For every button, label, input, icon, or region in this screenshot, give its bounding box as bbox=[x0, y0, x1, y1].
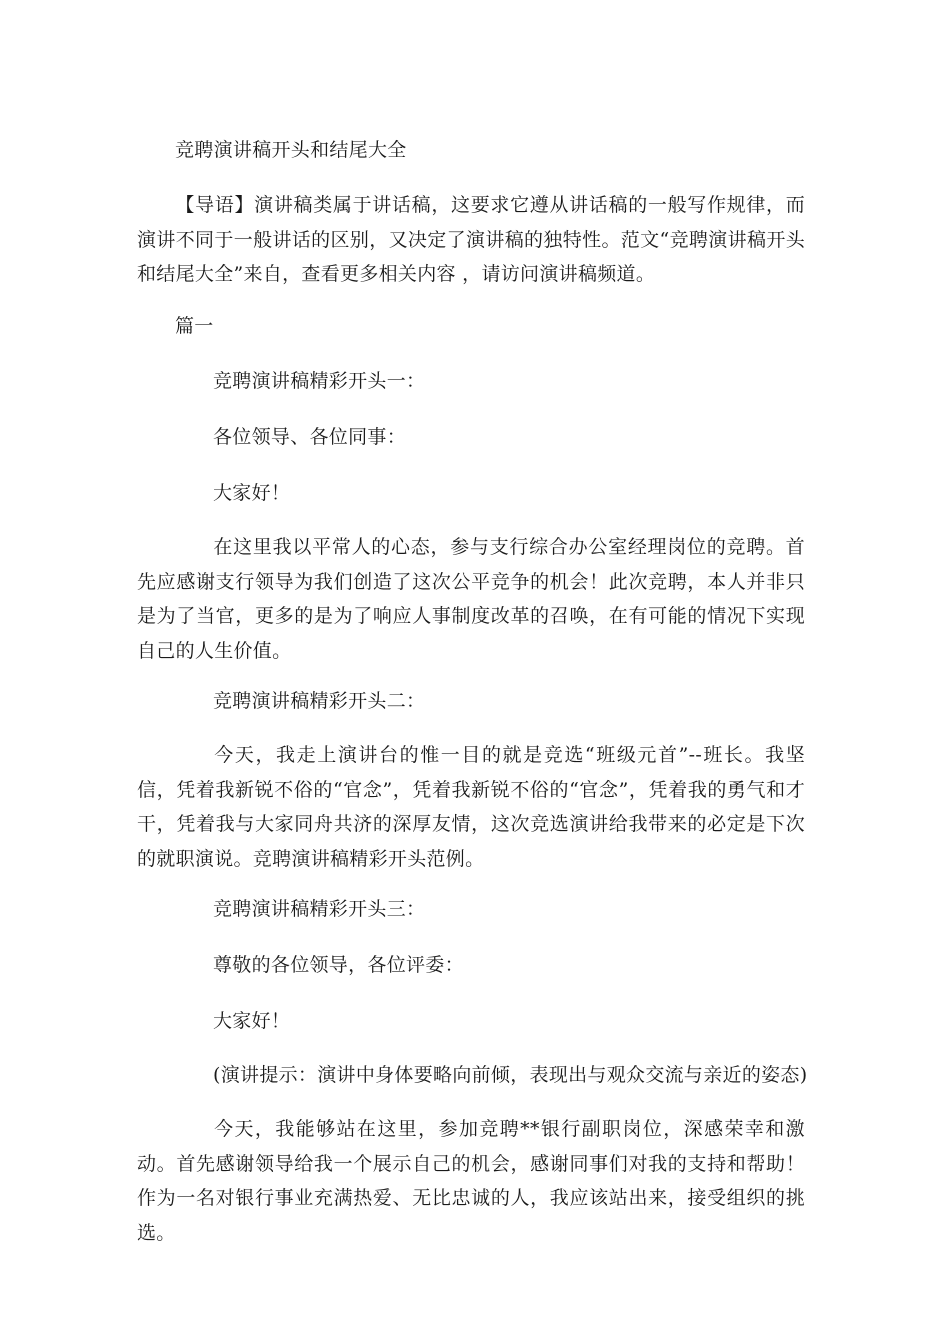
intro-paragraph bbox=[137, 188, 805, 292]
section-label: 篇一 bbox=[175, 315, 214, 337]
opening1-salutation: 各位领导、各位同事： bbox=[213, 426, 407, 448]
opening2-body: 今天，我走上演讲台的惟一目的就是竞选“班级元首”--班长。我坚信，凭着我新锐不俗的“官念”，凭着我新锐不俗的“官念”，凭着我的勇气和才干，凭着我与大家同舟共济的深厚友情，这次竞选演讲给我带来的必定是下次的就职演说。竞聘演讲稿精彩开头范例。 bbox=[137, 744, 805, 870]
document-title: 竞聘演讲稿开头和结尾大全 bbox=[175, 139, 407, 161]
opening3-body: 今天，我能够站在这里，参加竞聘**银行副职岗位，深感荣幸和激动。首先感谢领导给我一个展示自己的机会，感谢同事们对我的支持和帮助！作为一名对银行事业充满热爱、无比忠诚的人，我应该站出来，接受组织的挑选。 bbox=[137, 1118, 805, 1244]
opening3-heading: 竞聘演讲稿精彩开头三： bbox=[213, 898, 426, 920]
opening3-salutation: 尊敬的各位领导，各位评委： bbox=[213, 954, 464, 976]
opening3-paragraph bbox=[137, 1112, 805, 1250]
opening1-heading: 竞聘演讲稿精彩开头一： bbox=[213, 370, 426, 392]
opening3-tip: (演讲提示：演讲中身体要略向前倾，表现出与观众交流与亲近的姿态) bbox=[213, 1064, 808, 1086]
opening2-paragraph bbox=[137, 738, 805, 876]
opening2-heading: 竞聘演讲稿精彩开头二： bbox=[213, 690, 426, 712]
opening1-paragraph bbox=[137, 530, 805, 668]
intro-text: 【导语】演讲稿类属于讲话稿，这要求它遵从讲话稿的一般写作规律，而演讲不同于一般讲话的区别，又决定了演讲稿的独特性。范文“竞聘演讲稿开头和结尾大全”来自，查看更多相关内容 ，请访问演讲稿频道。 bbox=[137, 194, 805, 285]
opening1-body: 在这里我以平常人的心态，参与支行综合办公室经理岗位的竞聘。首先应感谢支行领导为我们创造了这次公平竞争的机会！此次竞聘，本人并非只是为了当官，更多的是为了响应人事制度改革的召唤，在有可能的情况下实现自己的人生价值。 bbox=[137, 536, 805, 662]
opening3-greeting: 大家好！ bbox=[213, 1010, 291, 1032]
opening1-greeting: 大家好！ bbox=[213, 482, 291, 504]
